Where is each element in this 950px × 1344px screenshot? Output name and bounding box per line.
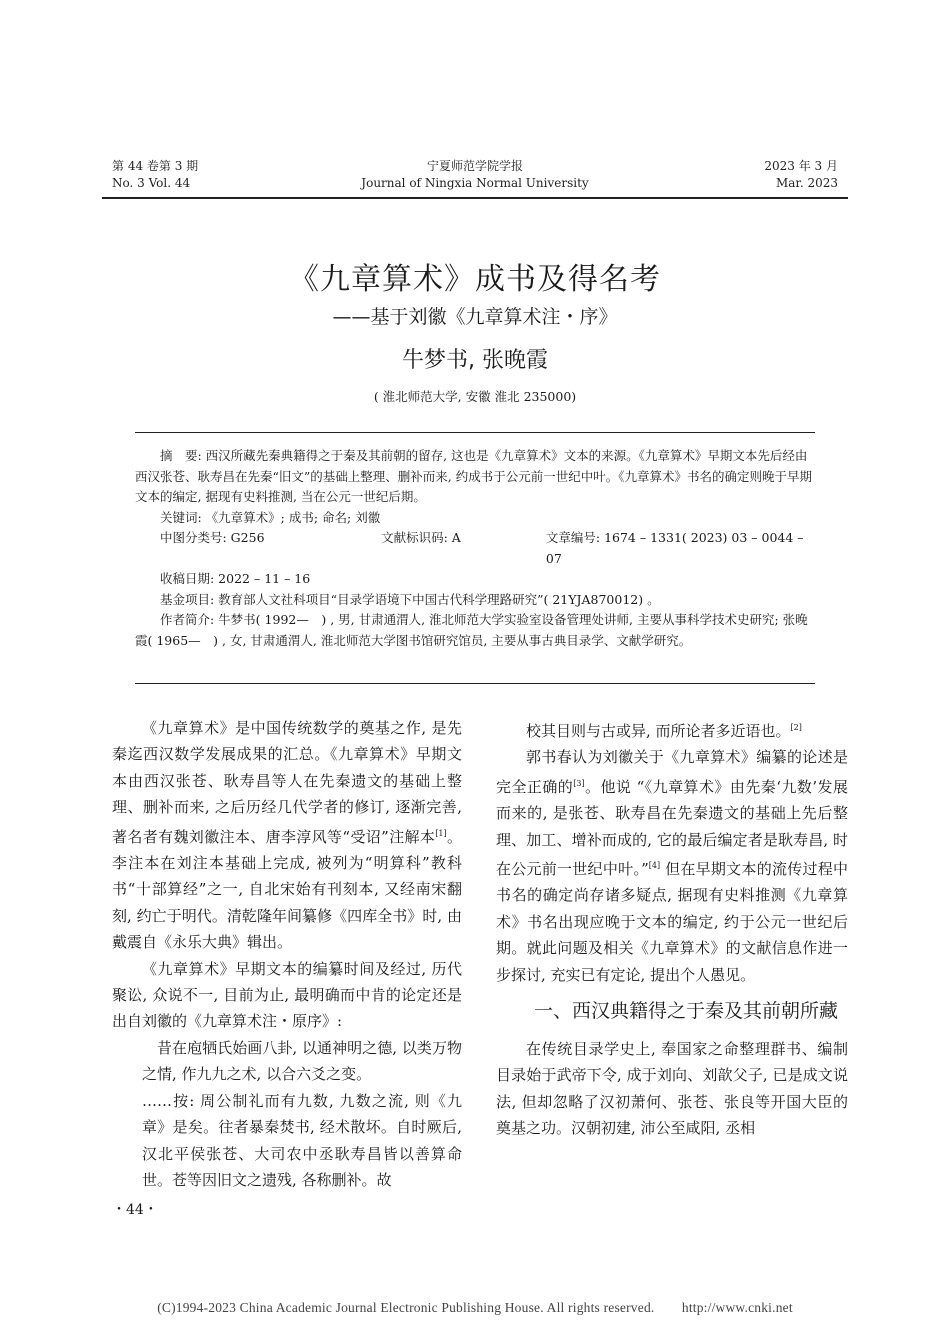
fund-info: 基金项目: 教育部人文社科项目“目录学语境下中国古代科学理路研究”( 21YJA870012) 。 — [160, 591, 660, 607]
citation-ref: [4] — [648, 861, 661, 871]
author-affiliation: ( 淮北师范大学, 安徽 淮北 235000) — [373, 389, 577, 404]
body-paragraph: 在传统目录学史上, 奉国家之命整理群书、编制目录始于武帝下令, 成于刘向、刘歆父子, 已是成文说法, 但却忽略了汉初萧何、张苍、张良等开国大臣的奠基之功。汉朝初建, 沛公至咸阳, 丞相 — [496, 1040, 848, 1138]
header-volume-issue — [112, 158, 198, 192]
header-journal — [300, 158, 650, 192]
header-volume-cn: 第 44 卷第 3 期 — [112, 159, 199, 173]
header-volume-en: No. 3 Vol. 44 — [112, 176, 191, 190]
header-journal-cn: 宁夏师范学院学报 — [426, 159, 523, 173]
keywords: 关键词: 《九章算术》; 成书; 命名; 刘徽 — [160, 509, 381, 525]
block-quote: 昔在庖牺氏始画八卦, 以通神明之德, 以类万物之情, 作九九之术, 以合六爻之变。 — [142, 1038, 462, 1084]
left-column — [112, 715, 462, 1193]
author-bio: 作者简介: 牛梦书( 1992— ) , 男, 甘肃通渭人, 淮北师范大学实验室设备管理处讲师, 主要从事科学技术史研究; 张晚霞( 1965— ) , 女, 甘肃通渭人, 淮北师范大学图书馆研究馆员, 主要从事古典目录学、文献学研究。 — [135, 612, 808, 648]
abstract-bottom-rule — [135, 683, 815, 684]
right-column — [496, 715, 848, 1142]
body-paragraph: 《九章算术》是中国传统数学的奠基之作, 是先秦迄西汉数学发展成果的汇总。《九章算术》早期文本由西汉张苍、耿寿昌等人在先秦遗文的基础上整理、删补而来, 之后历经几代学者的修订, 逐渐完善, 著名者有魏刘徽注本、唐李淳风等“受诏”注解本[1]。李注本在刘注本基础上完成, 被列为“明算科”教科书“十部算经”之一, 自北宋始有刊刻本, 又经南宋翻刻, 约亡于明代。清乾隆年间纂修《四库全书》时, 由戴震自《永乐大典》辑出。 — [112, 719, 462, 952]
clc-number: 中图分类号: G256 — [160, 530, 265, 545]
article-subtitle: ——基于刘徽《九章算术注・序》 — [332, 306, 618, 328]
header-journal-en: Journal of Ningxia Normal University — [361, 176, 589, 190]
abstract-block — [135, 446, 815, 651]
header-rule — [102, 197, 848, 199]
received-date: 收稿日期: 2022 – 11 – 16 — [160, 571, 311, 586]
block-quote: ……按: 周公制礼而有九数, 九数之流, 则《九章》是矣。往者暴秦焚书, 经术散坏。自时厥后, 汉北平侯张苍、大司农中丞耿寿昌皆以善算命世。苍等因旧文之遗残, 各称删补。故 — [142, 1091, 462, 1189]
section-heading: 一、西汉典籍得之于秦及其前朝所藏 — [534, 1000, 839, 1023]
header-date — [764, 158, 838, 192]
article-number: 文章编号: 1674 – 1331( 2023) 03 – 0044 – 07 — [545, 530, 804, 566]
abstract-top-rule — [135, 432, 815, 433]
header-date-en: Mar. 2023 — [775, 176, 838, 190]
citation-ref: [2] — [790, 723, 802, 732]
copyright-footer: (C)1994-2023 China Academic Journal Electronic Publishing House. All rights reserved. http://www.cnki.net — [157, 1300, 793, 1315]
article-authors: 牛梦书, 张晚霞 — [402, 348, 548, 373]
page-number: ・44・ — [112, 1202, 158, 1218]
block-quote-end: 校其目则与古或异, 而所论者多近语也。[2] — [526, 722, 802, 740]
body-paragraph: 郭书春认为刘徽关于《九章算术》编纂的论述是完全正确的[3]。他说 “《九章算术》由先秦‘九数’发展而来的, 是张苍、耿寿昌在先秦遗文的基础上先后整理、加工、增补而成的, 它的最后编定者是耿寿昌, 时在公元前一世纪中叶。”[4] 但在早期文本的流传过程中书名的确定尚存诸多疑点, 据现有史料推测《九章算术》书名出现应晚于文本的编定, 约于公元一世纪后期。就此问题及相关《九章算术》的文献信息作进一步探讨, 充实已有定论, 提出个人愚见。 — [496, 748, 848, 984]
document-code: 文献标识码: A — [381, 530, 461, 545]
classification-row — [135, 528, 815, 569]
body-paragraph: 《九章算术》早期文本的编纂时间及经过, 历代聚讼, 众说不一, 目前为止, 最明确而中肯的论定还是出自刘徽的《九章算术注・原序》: — [112, 959, 462, 1031]
header-date-cn: 2023 年 3 月 — [764, 159, 838, 173]
article-title: 《九章算术》成书及得名考 — [289, 262, 661, 297]
citation-ref: [3] — [573, 778, 585, 788]
citation-ref: [1] — [435, 828, 447, 838]
abstract-text: 摘 要: 西汉所藏先秦典籍得之于秦及其前朝的留存, 这也是《九章算术》文本的来源。《九章算术》早期文本先后经由西汉张苍、耿寿昌在先秦“旧文”的基础上整理、删补而来, 约成书于公元前一世纪中叶。《九章算术》书名的确定则晚于早期文本的编定, 据现有史料推测, 当在公元一世纪后期。 — [135, 448, 812, 504]
